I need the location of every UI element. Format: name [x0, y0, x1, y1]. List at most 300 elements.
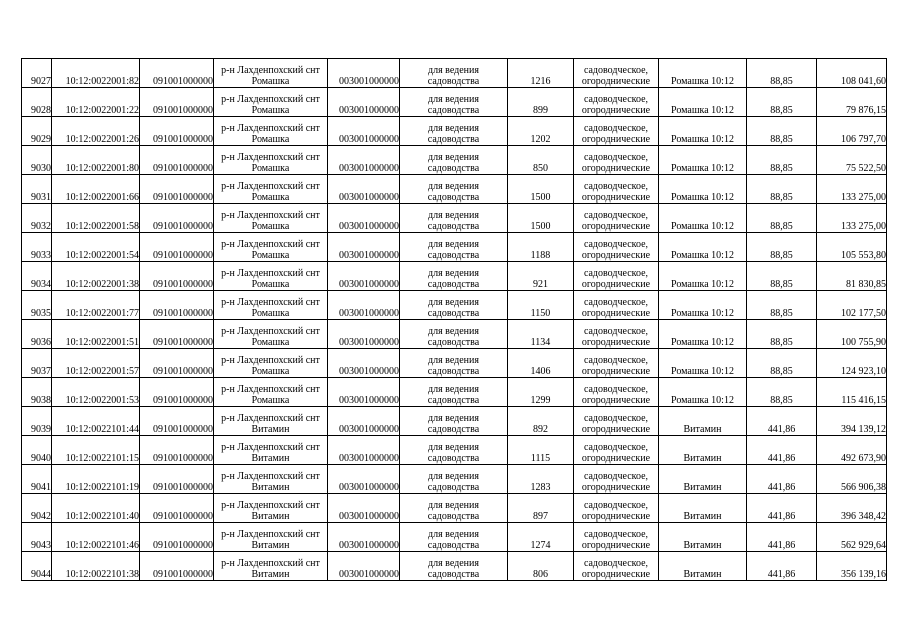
permitted-use-cell: [400, 378, 508, 407]
cadastral-value-cell: 566 906,38: [817, 465, 887, 494]
table-row: [22, 523, 887, 552]
category-code-cell: 003001000000: [328, 349, 400, 378]
type-line-2: огороднические: [581, 221, 651, 232]
type-line-2: огороднические: [581, 395, 651, 406]
location-line-1: р-н Лахденпохский снт: [221, 442, 320, 453]
rate-cell: 441,86: [747, 552, 817, 581]
type-line-1: садоводческое,: [583, 239, 649, 250]
cadastral-value-cell: 79 876,15: [817, 88, 887, 117]
rate-cell: 88,85: [747, 349, 817, 378]
type-line-1: садоводческое,: [583, 355, 649, 366]
use-line-1: для ведения: [428, 558, 479, 569]
area-cell: 1188: [508, 233, 574, 262]
type-line-2: огороднические: [581, 424, 651, 435]
use-line-1: для ведения: [428, 500, 479, 511]
category-code-cell: 003001000000: [328, 465, 400, 494]
cadastral-number-cell: 10:12:0022101:40: [52, 494, 140, 523]
zone-cell: Ромашка 10:12: [659, 88, 747, 117]
type-cell: [574, 146, 659, 175]
type-line-1: садоводческое,: [583, 384, 649, 395]
area-cell: 1299: [508, 378, 574, 407]
use-line-1: для ведения: [428, 239, 479, 250]
code-cell: 091001000000: [140, 320, 214, 349]
use-line-2: садоводства: [427, 453, 480, 464]
area-cell: 850: [508, 146, 574, 175]
area-cell: 1283: [508, 465, 574, 494]
cadastral-number-cell: 10:12:0022101:38: [52, 552, 140, 581]
cadastral-number-cell: 10:12:0022001:57: [52, 349, 140, 378]
type-line-1: садоводческое,: [583, 94, 649, 105]
area-cell: 899: [508, 88, 574, 117]
code-cell: 091001000000: [140, 233, 214, 262]
row-number-cell: 9027: [22, 59, 52, 88]
code-cell: 091001000000: [140, 407, 214, 436]
land-plots-table: [21, 58, 887, 581]
type-line-2: огороднические: [581, 192, 651, 203]
code-cell: 091001000000: [140, 349, 214, 378]
location-line-2: Ромашка: [251, 134, 290, 145]
cadastral-number-cell: 10:12:0022001:80: [52, 146, 140, 175]
area-cell: 806: [508, 552, 574, 581]
cadastral-value-cell: 133 275,00: [817, 175, 887, 204]
type-line-1: садоводческое,: [583, 471, 649, 482]
category-code-cell: 003001000000: [328, 552, 400, 581]
type-line-1: садоводческое,: [583, 500, 649, 511]
location-line-2: Ромашка: [251, 105, 290, 116]
use-line-1: для ведения: [428, 210, 479, 221]
area-cell: 1274: [508, 523, 574, 552]
use-line-1: для ведения: [428, 413, 479, 424]
use-line-2: садоводства: [427, 134, 480, 145]
table-row: [22, 436, 887, 465]
use-line-2: садоводства: [427, 76, 480, 87]
type-line-1: садоводческое,: [583, 65, 649, 76]
rate-cell: 88,85: [747, 233, 817, 262]
category-code-cell: 003001000000: [328, 523, 400, 552]
category-code-cell: 003001000000: [328, 436, 400, 465]
permitted-use-cell: [400, 494, 508, 523]
cadastral-value-cell: 124 923,10: [817, 349, 887, 378]
type-line-2: огороднические: [581, 105, 651, 116]
cadastral-value-cell: 356 139,16: [817, 552, 887, 581]
location-line-1: р-н Лахденпохский снт: [221, 65, 320, 76]
row-number-cell: 9037: [22, 349, 52, 378]
use-line-2: садоводства: [427, 308, 480, 319]
rate-cell: 88,85: [747, 117, 817, 146]
cadastral-value-cell: 562 929,64: [817, 523, 887, 552]
row-number-cell: 9033: [22, 233, 52, 262]
cadastral-number-cell: 10:12:0022001:66: [52, 175, 140, 204]
use-line-1: для ведения: [428, 152, 479, 163]
zone-cell: Ромашка 10:12: [659, 262, 747, 291]
row-number-cell: 9029: [22, 117, 52, 146]
zone-cell: Ромашка 10:12: [659, 175, 747, 204]
use-line-1: для ведения: [428, 471, 479, 482]
table-row: [22, 378, 887, 407]
cadastral-value-cell: 102 177,50: [817, 291, 887, 320]
location-line-2: Ромашка: [251, 221, 290, 232]
location-line-2: Витамин: [251, 424, 290, 435]
use-line-2: садоводства: [427, 395, 480, 406]
permitted-use-cell: [400, 59, 508, 88]
category-code-cell: 003001000000: [328, 175, 400, 204]
use-line-2: садоводства: [427, 540, 480, 551]
permitted-use-cell: [400, 465, 508, 494]
permitted-use-cell: [400, 436, 508, 465]
category-code-cell: 003001000000: [328, 262, 400, 291]
cadastral-number-cell: 10:12:0022001:54: [52, 233, 140, 262]
zone-cell: Ромашка 10:12: [659, 291, 747, 320]
location-cell: [214, 552, 328, 581]
location-cell: [214, 262, 328, 291]
category-code-cell: 003001000000: [328, 320, 400, 349]
location-cell: [214, 465, 328, 494]
type-cell: [574, 320, 659, 349]
location-line-1: р-н Лахденпохский снт: [221, 413, 320, 424]
zone-cell: Витамин: [659, 436, 747, 465]
code-cell: 091001000000: [140, 436, 214, 465]
row-number-cell: 9035: [22, 291, 52, 320]
table-row: [22, 262, 887, 291]
use-line-2: садоводства: [427, 482, 480, 493]
type-cell: [574, 465, 659, 494]
use-line-2: садоводства: [427, 366, 480, 377]
permitted-use-cell: [400, 262, 508, 291]
type-cell: [574, 59, 659, 88]
code-cell: 091001000000: [140, 146, 214, 175]
type-line-1: садоводческое,: [583, 413, 649, 424]
row-number-cell: 9044: [22, 552, 52, 581]
location-line-2: Ромашка: [251, 192, 290, 203]
row-number-cell: 9028: [22, 88, 52, 117]
type-line-1: садоводческое,: [583, 123, 649, 134]
location-line-1: р-н Лахденпохский снт: [221, 123, 320, 134]
cadastral-value-cell: 105 553,80: [817, 233, 887, 262]
type-cell: [574, 407, 659, 436]
zone-cell: Ромашка 10:12: [659, 349, 747, 378]
type-line-2: огороднические: [581, 366, 651, 377]
location-line-2: Ромашка: [251, 366, 290, 377]
type-line-2: огороднические: [581, 163, 651, 174]
cadastral-value-cell: 492 673,90: [817, 436, 887, 465]
zone-cell: Ромашка 10:12: [659, 320, 747, 349]
use-line-2: садоводства: [427, 569, 480, 580]
permitted-use-cell: [400, 146, 508, 175]
area-cell: 1500: [508, 175, 574, 204]
cadastral-number-cell: 10:12:0022101:19: [52, 465, 140, 494]
code-cell: 091001000000: [140, 117, 214, 146]
area-cell: 1150: [508, 291, 574, 320]
type-cell: [574, 291, 659, 320]
rate-cell: 88,85: [747, 262, 817, 291]
type-cell: [574, 378, 659, 407]
type-line-1: садоводческое,: [583, 152, 649, 163]
location-line-1: р-н Лахденпохский снт: [221, 297, 320, 308]
table-row: [22, 494, 887, 523]
location-line-2: Витамин: [251, 482, 290, 493]
zone-cell: Ромашка 10:12: [659, 378, 747, 407]
rate-cell: 88,85: [747, 204, 817, 233]
cadastral-number-cell: 10:12:0022101:44: [52, 407, 140, 436]
use-line-1: для ведения: [428, 123, 479, 134]
type-cell: [574, 523, 659, 552]
zone-cell: Витамин: [659, 465, 747, 494]
location-line-1: р-н Лахденпохский снт: [221, 384, 320, 395]
zone-cell: Витамин: [659, 494, 747, 523]
cadastral-number-cell: 10:12:0022001:77: [52, 291, 140, 320]
use-line-2: садоводства: [427, 250, 480, 261]
location-line-2: Ромашка: [251, 76, 290, 87]
area-cell: 1500: [508, 204, 574, 233]
type-cell: [574, 262, 659, 291]
use-line-1: для ведения: [428, 355, 479, 366]
location-line-1: р-н Лахденпохский снт: [221, 326, 320, 337]
rate-cell: 88,85: [747, 146, 817, 175]
table-row: [22, 117, 887, 146]
use-line-1: для ведения: [428, 297, 479, 308]
location-cell: [214, 233, 328, 262]
permitted-use-cell: [400, 349, 508, 378]
permitted-use-cell: [400, 407, 508, 436]
zone-cell: Ромашка 10:12: [659, 117, 747, 146]
category-code-cell: 003001000000: [328, 146, 400, 175]
location-line-2: Ромашка: [251, 250, 290, 261]
code-cell: 091001000000: [140, 88, 214, 117]
location-cell: [214, 59, 328, 88]
location-cell: [214, 378, 328, 407]
use-line-1: для ведения: [428, 65, 479, 76]
use-line-2: садоводства: [427, 511, 480, 522]
row-number-cell: 9042: [22, 494, 52, 523]
type-line-2: огороднические: [581, 337, 651, 348]
category-code-cell: 003001000000: [328, 59, 400, 88]
type-line-2: огороднические: [581, 453, 651, 464]
code-cell: 091001000000: [140, 552, 214, 581]
code-cell: 091001000000: [140, 291, 214, 320]
area-cell: 1202: [508, 117, 574, 146]
document-page: [21, 58, 887, 581]
permitted-use-cell: [400, 523, 508, 552]
category-code-cell: 003001000000: [328, 291, 400, 320]
code-cell: 091001000000: [140, 494, 214, 523]
table-row: [22, 175, 887, 204]
cadastral-value-cell: 394 139,12: [817, 407, 887, 436]
location-line-1: р-н Лахденпохский снт: [221, 239, 320, 250]
type-line-2: огороднические: [581, 540, 651, 551]
type-line-1: садоводческое,: [583, 210, 649, 221]
row-number-cell: 9039: [22, 407, 52, 436]
permitted-use-cell: [400, 117, 508, 146]
permitted-use-cell: [400, 204, 508, 233]
zone-cell: Ромашка 10:12: [659, 59, 747, 88]
location-cell: [214, 523, 328, 552]
area-cell: 1115: [508, 436, 574, 465]
table-row: [22, 204, 887, 233]
location-cell: [214, 204, 328, 233]
use-line-2: садоводства: [427, 337, 480, 348]
type-line-2: огороднические: [581, 250, 651, 261]
location-line-2: Ромашка: [251, 163, 290, 174]
zone-cell: Ромашка 10:12: [659, 146, 747, 175]
location-line-1: р-н Лахденпохский снт: [221, 355, 320, 366]
row-number-cell: 9031: [22, 175, 52, 204]
area-cell: 1406: [508, 349, 574, 378]
use-line-1: для ведения: [428, 268, 479, 279]
type-line-2: огороднические: [581, 308, 651, 319]
location-line-1: р-н Лахденпохский снт: [221, 529, 320, 540]
use-line-2: садоводства: [427, 279, 480, 290]
location-line-1: р-н Лахденпохский снт: [221, 210, 320, 221]
rate-cell: 441,86: [747, 465, 817, 494]
type-line-2: огороднические: [581, 134, 651, 145]
permitted-use-cell: [400, 552, 508, 581]
zone-cell: Витамин: [659, 523, 747, 552]
cadastral-number-cell: 10:12:0022001:26: [52, 117, 140, 146]
code-cell: 091001000000: [140, 523, 214, 552]
cadastral-number-cell: 10:12:0022001:53: [52, 378, 140, 407]
cadastral-number-cell: 10:12:0022001:38: [52, 262, 140, 291]
use-line-1: для ведения: [428, 529, 479, 540]
permitted-use-cell: [400, 175, 508, 204]
zone-cell: Ромашка 10:12: [659, 204, 747, 233]
type-cell: [574, 117, 659, 146]
type-line-2: огороднические: [581, 76, 651, 87]
row-number-cell: 9041: [22, 465, 52, 494]
row-number-cell: 9038: [22, 378, 52, 407]
type-line-2: огороднические: [581, 482, 651, 493]
table-row: [22, 465, 887, 494]
area-cell: 897: [508, 494, 574, 523]
type-line-1: садоводческое,: [583, 297, 649, 308]
location-line-2: Ромашка: [251, 395, 290, 406]
type-cell: [574, 204, 659, 233]
zone-cell: Ромашка 10:12: [659, 233, 747, 262]
type-line-2: огороднические: [581, 511, 651, 522]
cadastral-value-cell: 75 522,50: [817, 146, 887, 175]
cadastral-value-cell: 133 275,00: [817, 204, 887, 233]
location-cell: [214, 117, 328, 146]
type-line-1: садоводческое,: [583, 442, 649, 453]
table-row: [22, 407, 887, 436]
rate-cell: 441,86: [747, 523, 817, 552]
location-cell: [214, 349, 328, 378]
table-row: [22, 59, 887, 88]
area-cell: 892: [508, 407, 574, 436]
category-code-cell: 003001000000: [328, 204, 400, 233]
area-cell: 921: [508, 262, 574, 291]
type-cell: [574, 494, 659, 523]
use-line-2: садоводства: [427, 163, 480, 174]
location-line-2: Витамин: [251, 569, 290, 580]
location-cell: [214, 494, 328, 523]
row-number-cell: 9036: [22, 320, 52, 349]
row-number-cell: 9043: [22, 523, 52, 552]
rate-cell: 88,85: [747, 320, 817, 349]
permitted-use-cell: [400, 88, 508, 117]
type-line-1: садоводческое,: [583, 181, 649, 192]
table-row: [22, 349, 887, 378]
table-row: [22, 291, 887, 320]
location-line-2: Ромашка: [251, 308, 290, 319]
type-cell: [574, 233, 659, 262]
use-line-2: садоводства: [427, 192, 480, 203]
use-line-1: для ведения: [428, 384, 479, 395]
category-code-cell: 003001000000: [328, 88, 400, 117]
rate-cell: 88,85: [747, 175, 817, 204]
location-cell: [214, 320, 328, 349]
row-number-cell: 9034: [22, 262, 52, 291]
category-code-cell: 003001000000: [328, 494, 400, 523]
use-line-2: садоводства: [427, 221, 480, 232]
row-number-cell: 9030: [22, 146, 52, 175]
category-code-cell: 003001000000: [328, 233, 400, 262]
table-row: [22, 233, 887, 262]
row-number-cell: 9040: [22, 436, 52, 465]
cadastral-value-cell: 108 041,60: [817, 59, 887, 88]
cadastral-number-cell: 10:12:0022101:46: [52, 523, 140, 552]
cadastral-number-cell: 10:12:0022001:82: [52, 59, 140, 88]
use-line-1: для ведения: [428, 442, 479, 453]
location-line-1: р-н Лахденпохский снт: [221, 152, 320, 163]
table-row: [22, 146, 887, 175]
permitted-use-cell: [400, 291, 508, 320]
cadastral-value-cell: 106 797,70: [817, 117, 887, 146]
cadastral-number-cell: 10:12:0022001:51: [52, 320, 140, 349]
location-line-2: Витамин: [251, 540, 290, 551]
location-line-2: Витамин: [251, 453, 290, 464]
use-line-1: для ведения: [428, 326, 479, 337]
table-row: [22, 88, 887, 117]
code-cell: 091001000000: [140, 262, 214, 291]
location-line-1: р-н Лахденпохский снт: [221, 471, 320, 482]
zone-cell: Витамин: [659, 407, 747, 436]
location-cell: [214, 88, 328, 117]
rate-cell: 88,85: [747, 378, 817, 407]
code-cell: 091001000000: [140, 378, 214, 407]
code-cell: 091001000000: [140, 59, 214, 88]
use-line-2: садоводства: [427, 105, 480, 116]
rate-cell: 441,86: [747, 494, 817, 523]
cadastral-number-cell: 10:12:0022101:15: [52, 436, 140, 465]
permitted-use-cell: [400, 320, 508, 349]
code-cell: 091001000000: [140, 465, 214, 494]
code-cell: 091001000000: [140, 175, 214, 204]
rate-cell: 88,85: [747, 59, 817, 88]
cadastral-number-cell: 10:12:0022001:58: [52, 204, 140, 233]
cadastral-value-cell: 81 830,85: [817, 262, 887, 291]
area-cell: 1134: [508, 320, 574, 349]
category-code-cell: 003001000000: [328, 378, 400, 407]
cadastral-value-cell: 115 416,15: [817, 378, 887, 407]
type-cell: [574, 436, 659, 465]
location-line-2: Витамин: [251, 511, 290, 522]
table-row: [22, 320, 887, 349]
type-line-1: садоводческое,: [583, 268, 649, 279]
type-line-1: садоводческое,: [583, 326, 649, 337]
table-body: [22, 59, 887, 581]
type-cell: [574, 349, 659, 378]
type-line-2: огороднические: [581, 569, 651, 580]
location-line-1: р-н Лахденпохский снт: [221, 268, 320, 279]
area-cell: 1216: [508, 59, 574, 88]
rate-cell: 441,86: [747, 436, 817, 465]
use-line-1: для ведения: [428, 181, 479, 192]
code-cell: 091001000000: [140, 204, 214, 233]
type-line-2: огороднические: [581, 279, 651, 290]
rate-cell: 88,85: [747, 88, 817, 117]
type-cell: [574, 175, 659, 204]
category-code-cell: 003001000000: [328, 117, 400, 146]
